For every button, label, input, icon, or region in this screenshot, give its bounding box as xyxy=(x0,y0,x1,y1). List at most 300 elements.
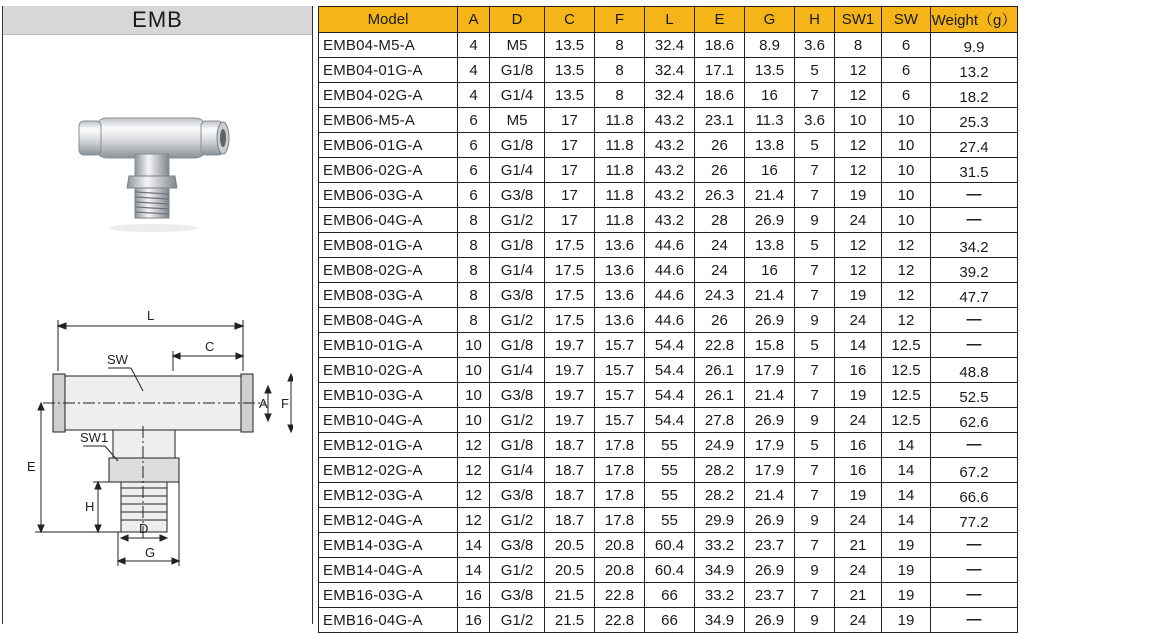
cell-c: 20.5 xyxy=(545,533,595,558)
cell-f: 17.8 xyxy=(595,433,645,458)
cell-f: 11.8 xyxy=(595,158,645,183)
cell-d: G1/2 xyxy=(490,308,545,333)
cell-a: 4 xyxy=(458,83,490,108)
cell-c: 13.5 xyxy=(545,83,595,108)
col-header-l: L xyxy=(645,7,695,33)
cell-f: 8 xyxy=(595,33,645,58)
cell-a: 12 xyxy=(458,483,490,508)
cell-model: EMB10-04G-A xyxy=(319,408,458,433)
tee-fitting-dimension-drawing xyxy=(23,296,293,576)
cell-g: 21.4 xyxy=(745,283,795,308)
cell-h: 7 xyxy=(795,533,835,558)
cell-c: 21.5 xyxy=(545,608,595,633)
cell-l: 43.2 xyxy=(645,183,695,208)
cell-e: 24.9 xyxy=(695,433,745,458)
cell-weight: 77.2 xyxy=(931,508,1018,533)
cell-f: 11.8 xyxy=(595,133,645,158)
cell-d: G1/2 xyxy=(490,608,545,633)
cell-c: 17 xyxy=(545,183,595,208)
cell-g: 26.9 xyxy=(745,408,795,433)
cell-a: 10 xyxy=(458,383,490,408)
cell-d: G3/8 xyxy=(490,483,545,508)
cell-d: G3/8 xyxy=(490,533,545,558)
cell-sw: 10 xyxy=(882,208,931,233)
cell-g: 16 xyxy=(745,158,795,183)
cell-c: 18.7 xyxy=(545,508,595,533)
table-row xyxy=(319,358,1018,383)
cell-e: 26 xyxy=(695,308,745,333)
cell-a: 10 xyxy=(458,333,490,358)
cell-l: 55 xyxy=(645,433,695,458)
cell-model: EMB04-01G-A xyxy=(319,58,458,83)
spec-header-row xyxy=(319,7,1018,33)
cell-d: G3/8 xyxy=(490,383,545,408)
cell-h: 7 xyxy=(795,158,835,183)
cell-model: EMB04-02G-A xyxy=(319,83,458,108)
cell-a: 12 xyxy=(458,508,490,533)
table-row xyxy=(319,208,1018,233)
table-row xyxy=(319,383,1018,408)
table-row xyxy=(319,233,1018,258)
cell-l: 32.4 xyxy=(645,83,695,108)
cell-g: 26.9 xyxy=(745,308,795,333)
col-header-g: G xyxy=(745,7,795,33)
cell-sw1: 12 xyxy=(835,258,882,283)
cell-weight: — xyxy=(931,333,1018,358)
cell-c: 17.5 xyxy=(545,233,595,258)
dim-label-L: L xyxy=(147,308,155,323)
cell-h: 9 xyxy=(795,408,835,433)
spec-table xyxy=(318,6,1018,633)
cell-f: 15.7 xyxy=(595,408,645,433)
cell-h: 7 xyxy=(795,183,835,208)
cell-f: 20.8 xyxy=(595,533,645,558)
cell-d: G1/4 xyxy=(490,258,545,283)
cell-d: G1/8 xyxy=(490,333,545,358)
cell-weight: 66.6 xyxy=(931,483,1018,508)
table-row xyxy=(319,283,1018,308)
cell-sw1: 24 xyxy=(835,608,882,633)
cell-f: 11.8 xyxy=(595,108,645,133)
cell-e: 33.2 xyxy=(695,583,745,608)
cell-a: 8 xyxy=(458,308,490,333)
cell-model: EMB06-01G-A xyxy=(319,133,458,158)
table-row xyxy=(319,458,1018,483)
cell-sw1: 12 xyxy=(835,83,882,108)
product-panel xyxy=(2,6,313,624)
cell-sw: 12.5 xyxy=(882,383,931,408)
cell-f: 13.6 xyxy=(595,308,645,333)
cell-g: 16 xyxy=(745,83,795,108)
cell-c: 18.7 xyxy=(545,433,595,458)
cell-l: 54.4 xyxy=(645,358,695,383)
cell-model: EMB16-03G-A xyxy=(319,583,458,608)
cell-weight: 9.9 xyxy=(931,33,1018,58)
cell-d: G1/2 xyxy=(490,508,545,533)
cell-sw1: 12 xyxy=(835,233,882,258)
cell-sw: 10 xyxy=(882,158,931,183)
cell-h: 5 xyxy=(795,433,835,458)
cell-f: 8 xyxy=(595,83,645,108)
cell-a: 10 xyxy=(458,408,490,433)
cell-l: 44.6 xyxy=(645,308,695,333)
cell-l: 32.4 xyxy=(645,33,695,58)
cell-sw: 19 xyxy=(882,533,931,558)
cell-l: 43.2 xyxy=(645,133,695,158)
cell-h: 7 xyxy=(795,483,835,508)
cell-weight: 47.7 xyxy=(931,283,1018,308)
cell-f: 22.8 xyxy=(595,583,645,608)
cell-c: 17 xyxy=(545,133,595,158)
cell-g: 26.9 xyxy=(745,208,795,233)
cell-h: 9 xyxy=(795,508,835,533)
cell-sw: 10 xyxy=(882,108,931,133)
cell-l: 54.4 xyxy=(645,383,695,408)
cell-a: 4 xyxy=(458,58,490,83)
cell-l: 60.4 xyxy=(645,533,695,558)
cell-a: 14 xyxy=(458,558,490,583)
cell-g: 21.4 xyxy=(745,183,795,208)
cell-sw1: 16 xyxy=(835,458,882,483)
cell-f: 15.7 xyxy=(595,333,645,358)
cell-a: 12 xyxy=(458,433,490,458)
cell-model: EMB12-04G-A xyxy=(319,508,458,533)
table-row xyxy=(319,108,1018,133)
cell-l: 44.6 xyxy=(645,283,695,308)
cell-sw1: 19 xyxy=(835,183,882,208)
cell-f: 17.8 xyxy=(595,458,645,483)
cell-g: 21.4 xyxy=(745,483,795,508)
cell-sw: 10 xyxy=(882,133,931,158)
cell-e: 33.2 xyxy=(695,533,745,558)
cell-f: 20.8 xyxy=(595,558,645,583)
cell-h: 5 xyxy=(795,233,835,258)
cell-l: 60.4 xyxy=(645,558,695,583)
cell-h: 7 xyxy=(795,458,835,483)
cell-c: 19.7 xyxy=(545,383,595,408)
cell-model: EMB12-02G-A xyxy=(319,458,458,483)
cell-h: 7 xyxy=(795,583,835,608)
cell-sw1: 24 xyxy=(835,508,882,533)
cell-a: 8 xyxy=(458,208,490,233)
cell-g: 23.7 xyxy=(745,533,795,558)
cell-h: 7 xyxy=(795,383,835,408)
cell-d: G1/2 xyxy=(490,558,545,583)
cell-a: 8 xyxy=(458,258,490,283)
cell-l: 54.4 xyxy=(645,408,695,433)
cell-weight: — xyxy=(931,533,1018,558)
cell-weight: — xyxy=(931,583,1018,608)
cell-d: G3/8 xyxy=(490,583,545,608)
cell-model: EMB10-01G-A xyxy=(319,333,458,358)
cell-f: 11.8 xyxy=(595,183,645,208)
cell-d: G3/8 xyxy=(490,183,545,208)
cell-sw1: 24 xyxy=(835,308,882,333)
cell-sw: 14 xyxy=(882,483,931,508)
cell-e: 22.8 xyxy=(695,333,745,358)
dim-label-E: E xyxy=(27,459,36,474)
cell-e: 28.2 xyxy=(695,458,745,483)
cell-sw1: 14 xyxy=(835,333,882,358)
table-row xyxy=(319,533,1018,558)
cell-e: 26 xyxy=(695,158,745,183)
cell-sw: 12 xyxy=(882,258,931,283)
cell-sw1: 10 xyxy=(835,108,882,133)
cell-h: 9 xyxy=(795,608,835,633)
table-row xyxy=(319,558,1018,583)
cell-sw: 14 xyxy=(882,508,931,533)
table-row xyxy=(319,258,1018,283)
table-row xyxy=(319,608,1018,633)
cell-a: 6 xyxy=(458,133,490,158)
cell-h: 9 xyxy=(795,208,835,233)
cell-weight: — xyxy=(931,558,1018,583)
cell-sw1: 24 xyxy=(835,208,882,233)
cell-e: 17.1 xyxy=(695,58,745,83)
cell-l: 66 xyxy=(645,583,695,608)
cell-model: EMB12-01G-A xyxy=(319,433,458,458)
table-row xyxy=(319,583,1018,608)
cell-sw1: 8 xyxy=(835,33,882,58)
cell-e: 28 xyxy=(695,208,745,233)
cell-g: 13.8 xyxy=(745,233,795,258)
cell-g: 21.4 xyxy=(745,383,795,408)
cell-sw1: 16 xyxy=(835,358,882,383)
cell-a: 16 xyxy=(458,608,490,633)
cell-h: 5 xyxy=(795,133,835,158)
cell-d: G1/4 xyxy=(490,158,545,183)
cell-h: 7 xyxy=(795,283,835,308)
cell-d: G1/4 xyxy=(490,83,545,108)
cell-model: EMB14-03G-A xyxy=(319,533,458,558)
table-row xyxy=(319,83,1018,108)
cell-l: 43.2 xyxy=(645,158,695,183)
cell-d: G1/2 xyxy=(490,208,545,233)
table-row xyxy=(319,158,1018,183)
cell-d: M5 xyxy=(490,33,545,58)
cell-weight: 34.2 xyxy=(931,233,1018,258)
cell-model: EMB10-02G-A xyxy=(319,358,458,383)
cell-model: EMB06-03G-A xyxy=(319,183,458,208)
cell-sw1: 19 xyxy=(835,383,882,408)
cell-c: 19.7 xyxy=(545,333,595,358)
cell-sw: 19 xyxy=(882,583,931,608)
cell-sw: 14 xyxy=(882,458,931,483)
cell-c: 17 xyxy=(545,158,595,183)
cell-h: 3.6 xyxy=(795,108,835,133)
cell-g: 11.3 xyxy=(745,108,795,133)
cell-d: G1/4 xyxy=(490,358,545,383)
cell-d: G1/8 xyxy=(490,233,545,258)
table-row xyxy=(319,308,1018,333)
cell-weight: 25.3 xyxy=(931,108,1018,133)
cell-d: G3/8 xyxy=(490,283,545,308)
cell-sw1: 21 xyxy=(835,533,882,558)
cell-d: G1/8 xyxy=(490,133,545,158)
cell-h: 5 xyxy=(795,333,835,358)
cell-e: 26.1 xyxy=(695,358,745,383)
cell-sw: 12.5 xyxy=(882,408,931,433)
table-row xyxy=(319,183,1018,208)
cell-g: 17.9 xyxy=(745,458,795,483)
cell-a: 6 xyxy=(458,183,490,208)
cell-c: 21.5 xyxy=(545,583,595,608)
cell-weight: 13.2 xyxy=(931,58,1018,83)
cell-g: 13.5 xyxy=(745,58,795,83)
cell-g: 26.9 xyxy=(745,558,795,583)
cell-d: M5 xyxy=(490,108,545,133)
cell-sw: 12 xyxy=(882,283,931,308)
cell-e: 24.3 xyxy=(695,283,745,308)
cell-h: 7 xyxy=(795,258,835,283)
cell-model: EMB08-03G-A xyxy=(319,283,458,308)
cell-weight: — xyxy=(931,608,1018,633)
cell-d: G1/2 xyxy=(490,408,545,433)
cell-l: 44.6 xyxy=(645,233,695,258)
cell-weight: — xyxy=(931,183,1018,208)
cell-e: 26.1 xyxy=(695,383,745,408)
col-header-sw1: SW1 xyxy=(835,7,882,33)
cell-model: EMB12-03G-A xyxy=(319,483,458,508)
cell-l: 55 xyxy=(645,508,695,533)
cell-c: 19.7 xyxy=(545,408,595,433)
cell-h: 9 xyxy=(795,558,835,583)
cell-g: 15.8 xyxy=(745,333,795,358)
cell-f: 8 xyxy=(595,58,645,83)
cell-h: 7 xyxy=(795,83,835,108)
col-header-model: Model xyxy=(319,7,458,33)
col-header-c: C xyxy=(545,7,595,33)
cell-a: 8 xyxy=(458,233,490,258)
cell-c: 17 xyxy=(545,108,595,133)
cell-e: 24 xyxy=(695,258,745,283)
cell-e: 26.3 xyxy=(695,183,745,208)
cell-h: 7 xyxy=(795,358,835,383)
cell-l: 55 xyxy=(645,458,695,483)
cell-g: 13.8 xyxy=(745,133,795,158)
cell-f: 11.8 xyxy=(595,208,645,233)
cell-sw: 6 xyxy=(882,58,931,83)
cell-l: 43.2 xyxy=(645,208,695,233)
series-title: EMB xyxy=(3,6,312,35)
cell-a: 4 xyxy=(458,33,490,58)
cell-l: 66 xyxy=(645,608,695,633)
cell-weight: 62.6 xyxy=(931,408,1018,433)
cell-e: 34.9 xyxy=(695,558,745,583)
cell-model: EMB06-M5-A xyxy=(319,108,458,133)
cell-sw: 12.5 xyxy=(882,333,931,358)
cell-model: EMB08-04G-A xyxy=(319,308,458,333)
dim-label-H: H xyxy=(85,499,95,514)
dim-label-A: A xyxy=(259,396,268,411)
col-header-h: H xyxy=(795,7,835,33)
dim-label-SW1: SW1 xyxy=(80,430,109,445)
spec-table-body xyxy=(319,33,1018,633)
cell-l: 32.4 xyxy=(645,58,695,83)
cell-c: 18.7 xyxy=(545,483,595,508)
cell-f: 17.8 xyxy=(595,483,645,508)
cell-a: 10 xyxy=(458,358,490,383)
cell-e: 28.2 xyxy=(695,483,745,508)
cell-f: 13.6 xyxy=(595,258,645,283)
cell-sw1: 12 xyxy=(835,133,882,158)
cell-weight: 31.5 xyxy=(931,158,1018,183)
table-row xyxy=(319,33,1018,58)
cell-c: 18.7 xyxy=(545,458,595,483)
cell-a: 8 xyxy=(458,283,490,308)
cell-weight: 52.5 xyxy=(931,383,1018,408)
cell-e: 34.9 xyxy=(695,608,745,633)
cell-e: 27.8 xyxy=(695,408,745,433)
table-row xyxy=(319,408,1018,433)
cell-model: EMB10-03G-A xyxy=(319,383,458,408)
cell-e: 24 xyxy=(695,233,745,258)
cell-c: 20.5 xyxy=(545,558,595,583)
cell-sw: 6 xyxy=(882,83,931,108)
cell-f: 15.7 xyxy=(595,383,645,408)
cell-g: 23.7 xyxy=(745,583,795,608)
cell-d: G1/8 xyxy=(490,433,545,458)
col-header-e: E xyxy=(695,7,745,33)
dim-label-SW: SW xyxy=(107,352,128,367)
cell-g: 16 xyxy=(745,258,795,283)
cell-h: 5 xyxy=(795,58,835,83)
table-row xyxy=(319,58,1018,83)
cell-weight: 48.8 xyxy=(931,358,1018,383)
cell-weight: — xyxy=(931,433,1018,458)
cell-sw1: 12 xyxy=(835,58,882,83)
table-row xyxy=(319,133,1018,158)
dim-label-C: C xyxy=(205,339,215,354)
tee-fitting-photo xyxy=(73,106,233,236)
col-header-d: D xyxy=(490,7,545,33)
cell-sw1: 16 xyxy=(835,433,882,458)
cell-c: 19.7 xyxy=(545,358,595,383)
cell-f: 13.6 xyxy=(595,283,645,308)
cell-e: 26 xyxy=(695,133,745,158)
cell-a: 16 xyxy=(458,583,490,608)
cell-d: G1/8 xyxy=(490,58,545,83)
cell-c: 17 xyxy=(545,208,595,233)
cell-sw: 12 xyxy=(882,308,931,333)
cell-weight: 67.2 xyxy=(931,458,1018,483)
cell-a: 12 xyxy=(458,458,490,483)
cell-f: 17.8 xyxy=(595,508,645,533)
cell-sw1: 12 xyxy=(835,158,882,183)
cell-weight: 39.2 xyxy=(931,258,1018,283)
cell-a: 14 xyxy=(458,533,490,558)
table-row xyxy=(319,483,1018,508)
cell-model: EMB14-04G-A xyxy=(319,558,458,583)
cell-l: 54.4 xyxy=(645,333,695,358)
cell-f: 22.8 xyxy=(595,608,645,633)
cell-weight: 27.4 xyxy=(931,133,1018,158)
cell-f: 13.6 xyxy=(595,233,645,258)
cell-sw: 19 xyxy=(882,608,931,633)
cell-l: 55 xyxy=(645,483,695,508)
cell-h: 3.6 xyxy=(795,33,835,58)
col-header-weight: Weight（g） xyxy=(931,7,1018,33)
cell-h: 9 xyxy=(795,308,835,333)
cell-sw1: 19 xyxy=(835,483,882,508)
cell-sw1: 21 xyxy=(835,583,882,608)
cell-sw1: 24 xyxy=(835,408,882,433)
cell-e: 18.6 xyxy=(695,83,745,108)
cell-c: 17.5 xyxy=(545,308,595,333)
cell-e: 29.9 xyxy=(695,508,745,533)
cell-l: 43.2 xyxy=(645,108,695,133)
col-header-sw: SW xyxy=(882,7,931,33)
